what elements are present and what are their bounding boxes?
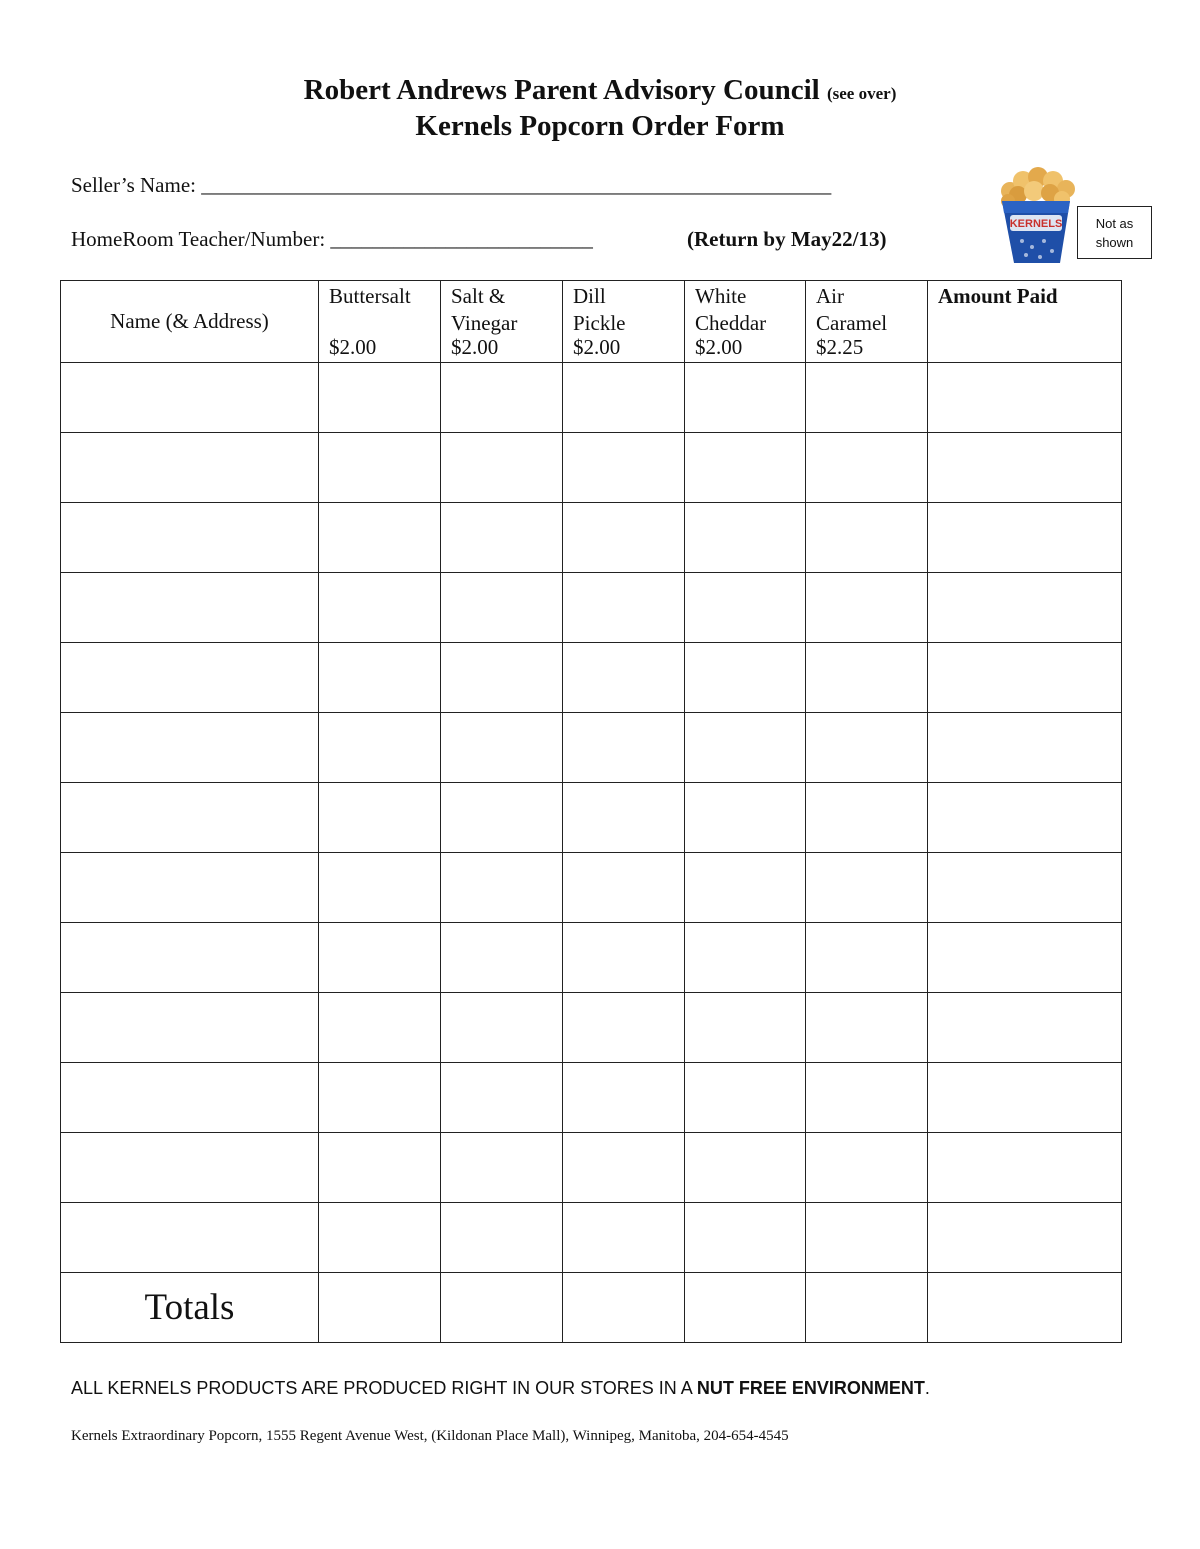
cell-dill-pickle[interactable]	[563, 923, 685, 993]
cell-white-cheddar[interactable]	[685, 783, 806, 853]
total-amount-paid[interactable]	[928, 1273, 1122, 1343]
popcorn-bag-icon	[988, 163, 1083, 266]
flavor-name: Dill	[573, 284, 606, 308]
cell-buttersalt[interactable]	[319, 433, 441, 503]
cell-buttersalt[interactable]	[319, 993, 441, 1063]
homeroom-blank[interactable]: _________________________	[330, 227, 593, 251]
order-table	[60, 280, 1122, 1343]
cell-amount-paid[interactable]	[928, 433, 1122, 503]
cell-salt-vinegar[interactable]	[441, 573, 563, 643]
flavor-price: $2.00	[573, 335, 621, 359]
cell-white-cheddar[interactable]	[685, 1203, 806, 1273]
cell-air-caramel[interactable]	[806, 1133, 928, 1203]
table-row	[61, 1203, 1122, 1273]
cell-salt-vinegar[interactable]	[441, 503, 563, 573]
cell-dill-pickle[interactable]	[563, 783, 685, 853]
cell-white-cheddar[interactable]	[685, 993, 806, 1063]
cell-dill-pickle[interactable]	[563, 1203, 685, 1273]
cell-dill-pickle[interactable]	[563, 573, 685, 643]
cell-air-caramel[interactable]	[806, 643, 928, 713]
flavor-name: Air	[816, 284, 844, 308]
cell-dill-pickle[interactable]	[563, 1133, 685, 1203]
cell-amount-paid[interactable]	[928, 503, 1122, 573]
cell-air-caramel[interactable]	[806, 853, 928, 923]
cell-name-address[interactable]	[61, 993, 319, 1063]
cell-buttersalt[interactable]	[319, 853, 441, 923]
table-row	[61, 363, 1122, 433]
form-title	[0, 74, 1200, 107]
amount-paid-header: Amount Paid	[928, 281, 1122, 363]
cell-white-cheddar[interactable]	[685, 923, 806, 993]
totals-label: Totals	[61, 1273, 319, 1343]
bag-brand-text: KERNELS	[1009, 218, 1063, 230]
cell-salt-vinegar[interactable]	[441, 363, 563, 433]
cell-amount-paid[interactable]	[928, 363, 1122, 433]
cell-white-cheddar[interactable]	[685, 363, 806, 433]
flavor-name-2: Vinegar	[451, 311, 518, 335]
table-row	[61, 783, 1122, 853]
cell-name-address[interactable]	[61, 1133, 319, 1203]
form-subtitle: Kernels Popcorn Order Form	[415, 110, 785, 142]
homeroom-label: HomeRoom Teacher/Number:	[71, 227, 326, 251]
table-row	[61, 713, 1122, 783]
flavor-name: Buttersalt	[329, 284, 411, 308]
cell-air-caramel[interactable]	[806, 503, 928, 573]
cell-salt-vinegar[interactable]	[441, 993, 563, 1063]
cell-amount-paid[interactable]	[928, 643, 1122, 713]
cell-buttersalt[interactable]	[319, 1203, 441, 1273]
cell-air-caramel[interactable]	[806, 1203, 928, 1273]
cell-white-cheddar[interactable]	[685, 713, 806, 783]
cell-dill-pickle[interactable]	[563, 503, 685, 573]
cell-amount-paid[interactable]	[928, 993, 1122, 1063]
cell-buttersalt[interactable]	[319, 783, 441, 853]
cell-salt-vinegar[interactable]	[441, 853, 563, 923]
cell-salt-vinegar[interactable]	[441, 783, 563, 853]
flavor-price: $2.00	[329, 335, 377, 359]
cell-name-address[interactable]	[61, 1203, 319, 1273]
table-row	[61, 573, 1122, 643]
total-dill-pickle[interactable]	[563, 1273, 685, 1343]
table-row	[61, 1063, 1122, 1133]
cell-white-cheddar[interactable]	[685, 853, 806, 923]
flavor-name-2: Cheddar	[695, 311, 767, 335]
cell-amount-paid[interactable]	[928, 923, 1122, 993]
cell-name-address[interactable]	[61, 503, 319, 573]
order-rows	[61, 363, 1122, 1343]
header-air-caramel	[806, 281, 928, 363]
cell-name-address[interactable]	[61, 573, 319, 643]
cell-amount-paid[interactable]	[928, 783, 1122, 853]
cell-dill-pickle[interactable]	[563, 713, 685, 783]
cell-name-address[interactable]	[61, 643, 319, 713]
cell-dill-pickle[interactable]	[563, 363, 685, 433]
see-over-note: (see over)	[826, 84, 897, 103]
bag-band	[1002, 201, 1070, 213]
notice-bold-text: NUT FREE ENVIRONMENT	[696, 1378, 925, 1398]
cell-white-cheddar[interactable]	[685, 573, 806, 643]
cell-salt-vinegar[interactable]	[441, 1133, 563, 1203]
cell-air-caramel[interactable]	[806, 363, 928, 433]
cell-amount-paid[interactable]	[928, 573, 1122, 643]
cell-amount-paid[interactable]	[928, 1133, 1122, 1203]
cell-buttersalt[interactable]	[319, 1063, 441, 1133]
table-row	[61, 433, 1122, 503]
cell-white-cheddar[interactable]	[685, 503, 806, 573]
flavor-name: Salt &	[451, 284, 506, 308]
return-deadline: (Return by May22/13)	[687, 227, 887, 251]
cell-salt-vinegar[interactable]	[441, 923, 563, 993]
cell-dill-pickle[interactable]	[563, 643, 685, 713]
cell-buttersalt[interactable]	[319, 713, 441, 783]
cell-dill-pickle[interactable]	[563, 433, 685, 503]
cell-white-cheddar[interactable]	[685, 1133, 806, 1203]
table-row	[61, 993, 1122, 1063]
cell-air-caramel[interactable]	[806, 1063, 928, 1133]
cell-air-caramel[interactable]	[806, 573, 928, 643]
store-address: Kernels Extraordinary Popcorn, 1555 Regent Avenue West, (Kildonan Place Mall), Winnipeg, Manitoba, 204-654-4545	[71, 1428, 789, 1444]
cell-name-address[interactable]	[61, 363, 319, 433]
total-salt-vinegar[interactable]	[441, 1273, 563, 1343]
seller-name-field[interactable]	[71, 173, 831, 198]
cell-white-cheddar[interactable]	[685, 433, 806, 503]
cell-amount-paid[interactable]	[928, 1063, 1122, 1133]
table-row	[61, 643, 1122, 713]
header-buttersalt	[319, 281, 441, 363]
notice-suffix: .	[924, 1378, 930, 1398]
cell-salt-vinegar[interactable]	[441, 433, 563, 503]
notice-text: ALL KERNELS PRODUCTS ARE PRODUCED RIGHT IN OUR STORES IN A	[71, 1378, 692, 1398]
cell-salt-vinegar[interactable]	[441, 1063, 563, 1133]
cell-white-cheddar[interactable]	[685, 1063, 806, 1133]
nut-free-notice	[71, 1378, 930, 1399]
cell-air-caramel[interactable]	[806, 713, 928, 783]
cell-buttersalt[interactable]	[319, 573, 441, 643]
cell-buttersalt[interactable]	[319, 363, 441, 433]
header-white-cheddar	[685, 281, 806, 363]
cell-amount-paid[interactable]	[928, 853, 1122, 923]
total-white-cheddar[interactable]	[685, 1273, 806, 1343]
totals-row	[61, 1273, 1122, 1343]
cell-dill-pickle[interactable]	[563, 993, 685, 1063]
cell-dill-pickle[interactable]	[563, 853, 685, 923]
flavor-name: White	[695, 284, 747, 308]
cell-buttersalt[interactable]	[319, 503, 441, 573]
seller-name-label: Seller’s Name:	[71, 173, 196, 197]
cell-dill-pickle[interactable]	[563, 1063, 685, 1133]
caption-text: Not as shown	[1095, 215, 1134, 250]
cell-air-caramel[interactable]	[806, 923, 928, 993]
cell-name-address[interactable]	[61, 783, 319, 853]
table-row	[61, 923, 1122, 993]
cell-buttersalt[interactable]	[319, 923, 441, 993]
cell-amount-paid[interactable]	[928, 1203, 1122, 1273]
flavor-name-2: Caramel	[816, 311, 888, 335]
flavor-price: $2.25	[816, 335, 864, 359]
cell-air-caramel[interactable]	[806, 993, 928, 1063]
cell-salt-vinegar[interactable]	[441, 643, 563, 713]
total-buttersalt[interactable]	[319, 1273, 441, 1343]
cell-buttersalt[interactable]	[319, 1133, 441, 1203]
header-salt-vinegar	[441, 281, 563, 363]
header-row	[61, 281, 1122, 363]
name-address-header: Name (& Address)	[61, 281, 319, 363]
seller-name-blank[interactable]: ____________________________________________________________	[201, 173, 832, 197]
not-as-shown-caption	[1077, 206, 1152, 259]
cell-name-address[interactable]	[61, 853, 319, 923]
cell-amount-paid[interactable]	[928, 713, 1122, 783]
cell-name-address[interactable]	[61, 433, 319, 503]
cell-salt-vinegar[interactable]	[441, 1203, 563, 1273]
table-row	[61, 1133, 1122, 1203]
flavor-name-2: Pickle	[573, 311, 626, 335]
flavor-price: $2.00	[451, 335, 499, 359]
cell-name-address[interactable]	[61, 713, 319, 783]
cell-name-address[interactable]	[61, 923, 319, 993]
table-row	[61, 503, 1122, 573]
cell-name-address[interactable]	[61, 1063, 319, 1133]
cell-air-caramel[interactable]	[806, 783, 928, 853]
cell-air-caramel[interactable]	[806, 433, 928, 503]
homeroom-field[interactable]	[71, 227, 593, 252]
cell-salt-vinegar[interactable]	[441, 713, 563, 783]
cell-white-cheddar[interactable]	[685, 643, 806, 713]
total-air-caramel[interactable]	[806, 1273, 928, 1343]
cell-buttersalt[interactable]	[319, 643, 441, 713]
header-dill-pickle	[563, 281, 685, 363]
table-row	[61, 853, 1122, 923]
flavor-price: $2.00	[695, 335, 743, 359]
council-name: Robert Andrews Parent Advisory Council	[303, 74, 820, 106]
